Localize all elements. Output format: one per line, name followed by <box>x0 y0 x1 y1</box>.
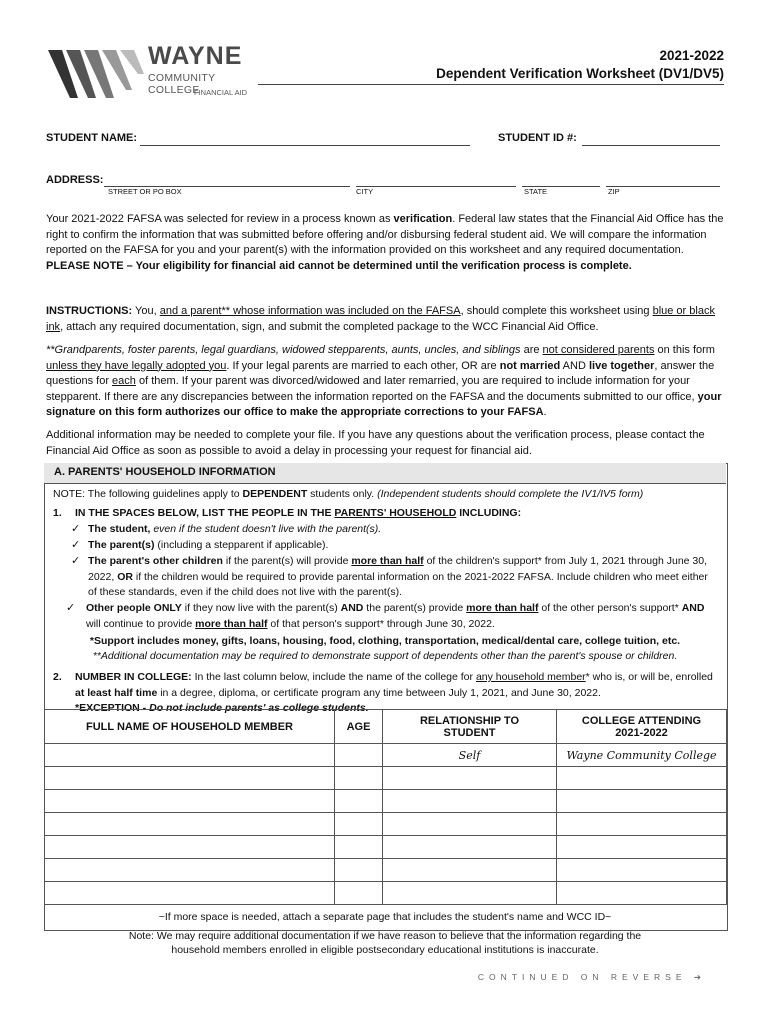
city-field[interactable] <box>356 186 516 187</box>
zip-sublabel: ZIP <box>608 187 620 196</box>
member-name-cell[interactable] <box>45 767 335 790</box>
documentation-warning-line2: household members enrolled in eligible postsecondary educational institutions is inaccurate. <box>171 944 599 956</box>
household-table <box>44 709 727 905</box>
criterion-student: The student, even if the student doesn't live with the parent(s). <box>88 523 382 535</box>
address-label: ADDRESS: <box>46 174 104 186</box>
member-college-cell[interactable]: Wayne Community College <box>557 744 727 767</box>
street-sublabel: STREET OR PO BOX <box>108 187 182 196</box>
member-name-cell[interactable] <box>45 859 335 882</box>
college-logo <box>48 42 258 102</box>
state-sublabel: STATE <box>524 187 548 196</box>
member-relationship-cell[interactable] <box>383 813 557 836</box>
member-name-cell[interactable] <box>45 836 335 859</box>
more-space-note: ~If more space is needed, attach a separate page that includes the student's name and WCC ID~ <box>158 911 612 923</box>
section-a-title: A. PARENTS' HOUSEHOLD INFORMATION <box>54 466 276 478</box>
documentation-warning-line1: Note: We may require additional documentation if we have reason to believe that the information regarding the <box>128 930 642 942</box>
table-row <box>45 790 727 813</box>
col-header-relationship: RELATIONSHIP TO STUDENT <box>383 710 557 744</box>
dependent-note: NOTE: The following guidelines apply to DEPENDENT students only. (Independent students should complete the IV1/IV5 form) <box>53 488 644 500</box>
check-icon: ✓ <box>71 539 81 551</box>
table-row <box>45 744 727 767</box>
intro-paragraph: Your 2021-2022 FAFSA was selected for review in a process known as verification. Federal law states that the Financial Aid Office has the right to confirm the information that was submitted before offering and/or disbursing federal student aid. We will compare the information reported on the FAFSA for you and your parent(s) with the information provided on this worksheet and any required documentation. PLEASE NOTE – Your eligibility for financial aid cannot be determined until the verification process is complete. <box>46 213 724 272</box>
criterion-other-children: The parent's other children if the parent(s) will provide more than half of the children's support* from July 1, 2021 through June 30, 2022, OR if the children would be required to provide parental information on the 2021-2022 FAFSA. Include children who meet either of these standards, even if the child does not live with the parent(s). <box>88 555 708 598</box>
member-college-cell[interactable] <box>557 790 727 813</box>
col-header-college: COLLEGE ATTENDING 2021-2022 <box>557 710 727 744</box>
member-college-cell[interactable] <box>557 767 727 790</box>
support-note: *Support includes money, gifts, loans, housing, food, clothing, transportation, medical/dental care, college tuition, etc. <box>89 635 681 647</box>
member-college-cell[interactable] <box>557 882 727 905</box>
student-id-field[interactable] <box>582 145 720 146</box>
item-2-text: NUMBER IN COLLEGE: In the last column below, include the name of the college for any household member* who is, or will be, enrolled at least half time in a degree, diploma, or certificate program any time between July 1, 2021, and June 30, 2022. *EXCEPTION - Do not include parents' as college students. <box>75 671 713 714</box>
item-1-number: 1. <box>53 507 62 519</box>
student-name-field[interactable] <box>140 145 470 146</box>
city-sublabel: CITY <box>356 187 374 196</box>
member-relationship-cell[interactable] <box>383 790 557 813</box>
instructions-paragraph: INSTRUCTIONS: You, and a parent** whose information was included on the FAFSA, should complete this worksheet using blue or black ink, attach any required documentation, sign, and submit the completed package to the WCC Financial Aid Office. <box>46 305 715 333</box>
member-age-cell[interactable] <box>335 882 383 905</box>
parent-definition-paragraph: **Grandparents, foster parents, legal guardians, widowed stepparents, aunts, uncles, and siblings are not considered parents on this form unless they have legally adopted you. If your legal parents are married to each other, OR are not married AND live together, answer the questions for each of them. If your parent was divorced/widowed and later remarried, you are required to include information for your stepparent. If there are any discrepancies between the information reported on the FAFSA and the documents submitted to our office, your signature on this form authorizes our office to make the appropriate corrections to your FAFSA. <box>46 344 722 419</box>
member-name-cell[interactable] <box>45 813 335 836</box>
member-relationship-cell[interactable]: Self <box>383 744 557 767</box>
logo-department: FINANCIAL AID <box>194 88 248 97</box>
member-age-cell[interactable] <box>335 790 383 813</box>
logo-name: WAYNE <box>148 42 243 70</box>
table-row <box>45 882 727 905</box>
table-row <box>45 813 727 836</box>
form-title: Dependent Verification Worksheet (DV1/DV5) <box>436 66 724 81</box>
check-icon: ✓ <box>66 602 76 614</box>
member-college-cell[interactable] <box>557 813 727 836</box>
table-row <box>45 859 727 882</box>
criterion-parents: The parent(s) (including a stepparent if applicable). <box>88 539 329 551</box>
member-college-cell[interactable] <box>557 859 727 882</box>
member-relationship-cell[interactable] <box>383 859 557 882</box>
student-name-label: STUDENT NAME: <box>46 132 138 144</box>
criterion-other-people: Other people ONLY if they now live with the parent(s) AND the parent(s) provide more than half of the other person's support* AND will continue to provide more than half of that person's support* through June 30, 2022. <box>86 602 705 630</box>
table-row <box>45 836 727 859</box>
logo-subtitle: COMMUNITY COLLEGE <box>148 72 216 96</box>
additional-info-paragraph: Additional information may be needed to complete your file. If you have any questions about the verification process, please contact the Financial Aid Office as soon as possible to avoid a delay in processing your request for financial aid. <box>46 429 705 457</box>
member-relationship-cell[interactable] <box>383 767 557 790</box>
continued-on-reverse <box>478 972 706 983</box>
member-age-cell[interactable] <box>335 836 383 859</box>
wayne-logo-mark-icon <box>48 48 144 100</box>
continued-label: CONTINUED ON REVERSE <box>477 972 687 982</box>
item-2-number: 2. <box>53 671 62 683</box>
student-id-label: STUDENT ID #: <box>498 132 577 144</box>
col-header-age: AGE <box>335 710 383 744</box>
member-name-cell[interactable] <box>45 790 335 813</box>
check-icon: ✓ <box>71 523 81 535</box>
member-relationship-cell[interactable] <box>383 882 557 905</box>
check-icon: ✓ <box>71 555 81 567</box>
member-age-cell[interactable] <box>335 813 383 836</box>
item-1-heading: IN THE SPACES BELOW, LIST THE PEOPLE IN THE PARENTS' HOUSEHOLD INCLUDING: <box>75 507 522 519</box>
member-age-cell[interactable] <box>335 767 383 790</box>
member-name-cell[interactable] <box>45 744 335 767</box>
col-header-name: FULL NAME OF HOUSEHOLD MEMBER <box>45 710 335 744</box>
arrow-right-icon: ➔ <box>693 972 706 982</box>
zip-field[interactable] <box>606 186 720 187</box>
section-a-header <box>44 463 726 484</box>
member-name-cell[interactable] <box>45 882 335 905</box>
member-age-cell[interactable] <box>335 744 383 767</box>
header-rule <box>258 84 724 85</box>
member-age-cell[interactable] <box>335 859 383 882</box>
member-college-cell[interactable] <box>557 836 727 859</box>
table-row <box>45 767 727 790</box>
member-relationship-cell[interactable] <box>383 836 557 859</box>
form-year: 2021-2022 <box>659 48 724 63</box>
documentation-note: **Additional documentation may be required to demonstrate support of dependents other than the parent's spouse or children. <box>92 650 678 662</box>
table-header-row <box>45 710 727 744</box>
